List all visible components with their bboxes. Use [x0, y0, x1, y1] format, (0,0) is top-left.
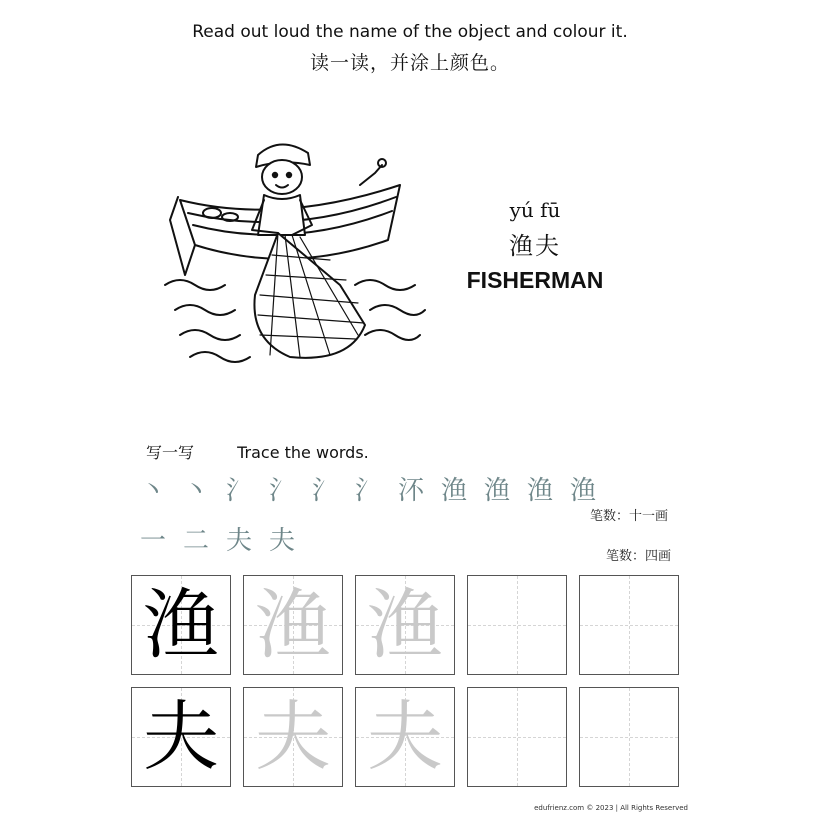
stroke-step: 渔 [441, 476, 468, 506]
model-character: 夫 [143, 692, 219, 781]
stroke-step: 一 [140, 526, 167, 556]
vocabulary-word [450, 198, 620, 294]
practice-cell-trace[interactable] [355, 687, 455, 787]
stroke-count-char2: 笔数：四画 [606, 549, 672, 564]
practice-cell-model [131, 687, 231, 787]
trace-heading-chinese: 写一写 [146, 443, 195, 462]
trace-heading-english: Trace the words. [237, 443, 369, 462]
stroke-order-char1 [140, 470, 613, 507]
model-character: 渔 [143, 580, 219, 669]
stroke-step: 氵 [312, 476, 339, 506]
trace-character: 夫 [367, 692, 443, 781]
word-hanzi: 渔夫 [509, 232, 561, 260]
practice-cell-model [131, 575, 231, 675]
word-pinyin: yú fū [509, 198, 561, 222]
stroke-step: 二 [183, 526, 210, 556]
stroke-count-char1: 笔数：十一画 [590, 509, 669, 524]
stroke-step: 氵 [269, 476, 296, 506]
practice-cell-empty[interactable] [579, 687, 679, 787]
stroke-step: 丶 [183, 476, 210, 506]
instruction-chinese: 读一读，并涂上颜色。 [309, 52, 510, 74]
stroke-step: 氵 [226, 476, 253, 506]
stroke-step: 渔 [484, 476, 511, 506]
practice-row-char2 [131, 687, 679, 787]
practice-cell-empty[interactable] [579, 575, 679, 675]
footer-copyright: edufrienz.com © 2023 | All Rights Reserved [534, 804, 688, 812]
practice-cell-trace[interactable] [243, 687, 343, 787]
trace-character: 夫 [255, 692, 331, 781]
stroke-order-char2 [140, 520, 312, 557]
stroke-step: 渔 [570, 476, 597, 506]
instruction-english: Read out loud the name of the object and colour it. [192, 22, 628, 42]
trace-heading [146, 440, 369, 463]
trace-character: 渔 [255, 580, 331, 669]
stroke-step: 夫 [226, 526, 253, 556]
practice-cell-trace[interactable] [355, 575, 455, 675]
stroke-step: 夫 [269, 526, 296, 556]
practice-cell-empty[interactable] [467, 575, 567, 675]
practice-cell-trace[interactable] [243, 575, 343, 675]
stroke-step: 渔 [527, 476, 554, 506]
word-english: FISHERMAN [466, 267, 604, 293]
stroke-step: 氵 [355, 476, 382, 506]
trace-character: 渔 [367, 580, 443, 669]
stroke-step: 丶 [140, 476, 167, 506]
stroke-step: 㳅 [398, 476, 425, 506]
fisherman-illustration [160, 125, 430, 370]
practice-cell-empty[interactable] [467, 687, 567, 787]
practice-row-char1 [131, 575, 679, 675]
